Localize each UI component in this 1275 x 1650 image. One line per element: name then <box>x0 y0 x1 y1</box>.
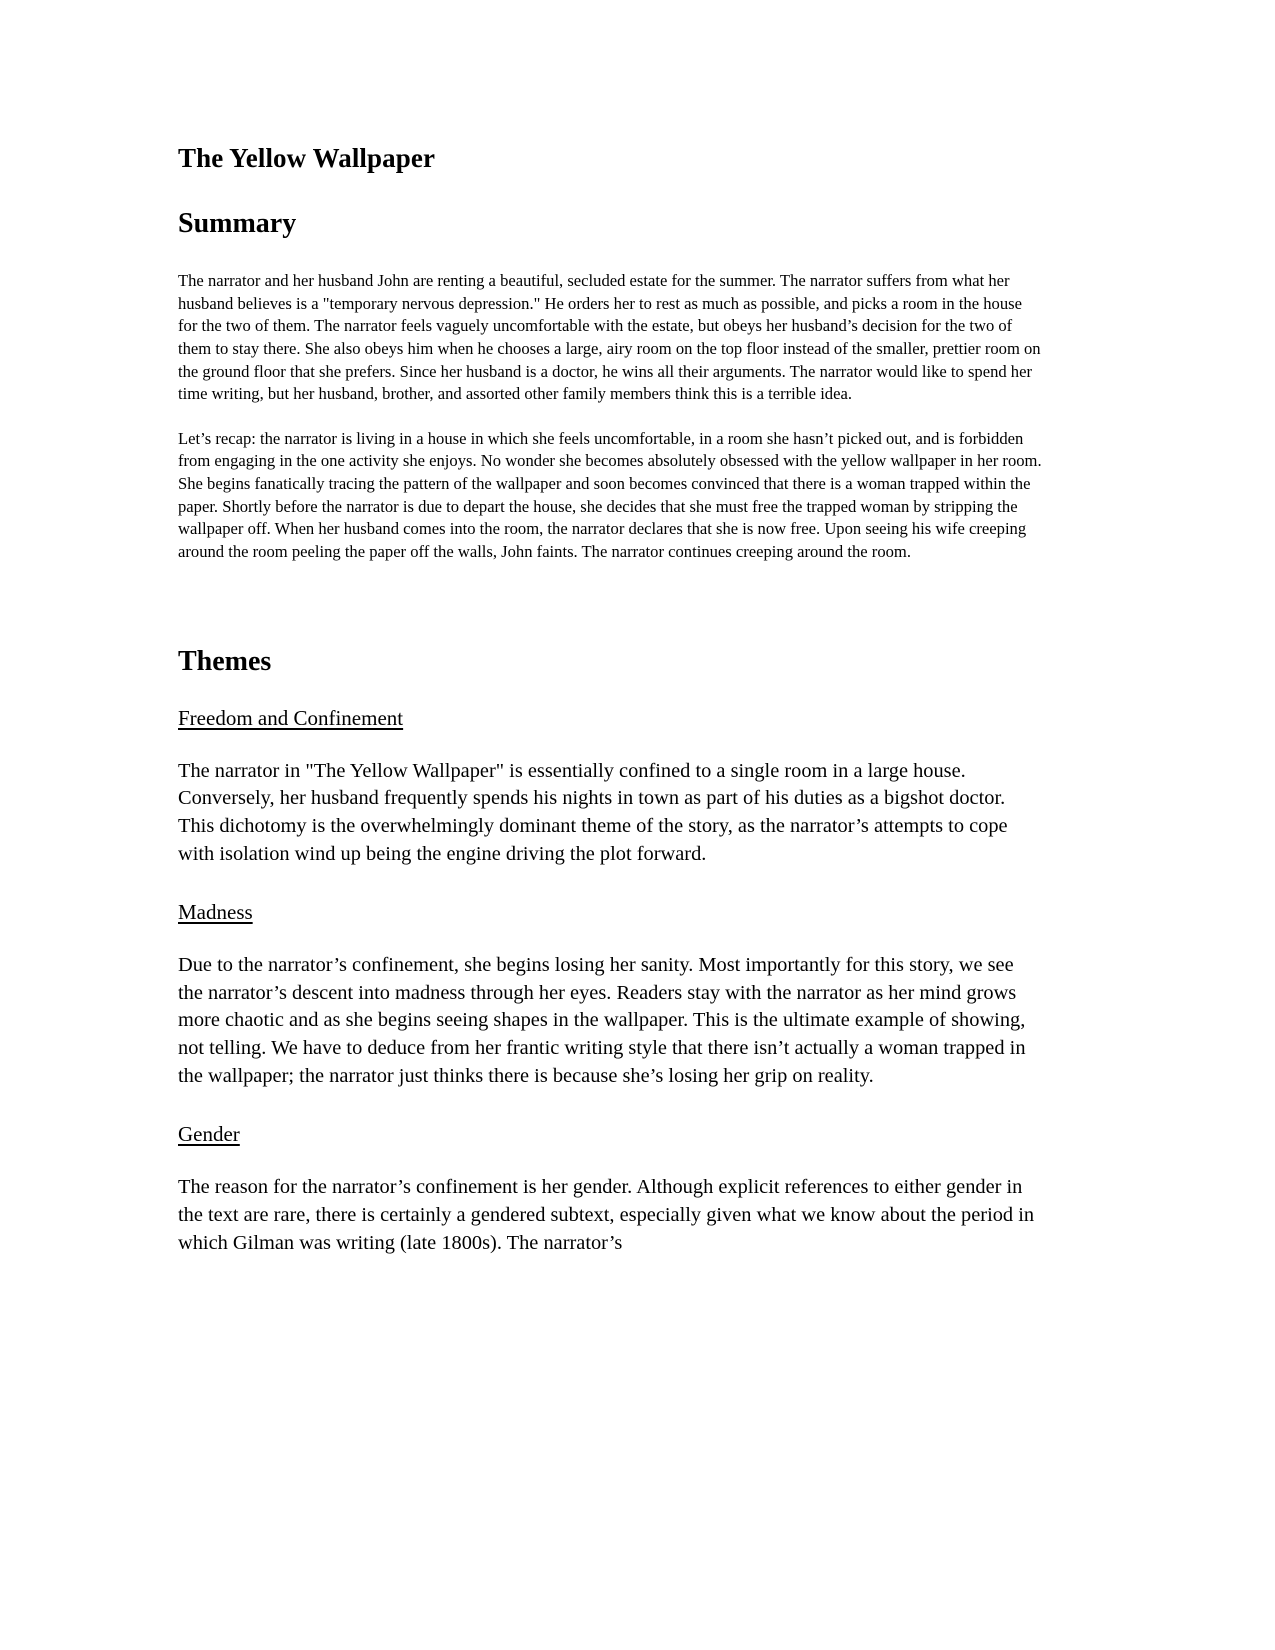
theme-subheading-freedom-and-confinement: Freedom and Confinement <box>178 705 404 730</box>
summary-paragraph-2: Let’s recap: the narrator is living in a house in which she feels uncomfortable, in a room she hasn’t picked out, and is forbidden from engaging in the one activity she enjoys. No wonder she becomes absolutely obsessed with the yellow wallpaper in her room. She begins fanatically tracing the pattern of the wallpaper and soon becomes convinced that there is a woman trapped within the paper. Shortly before the narrator is due to depart the house, she decides that she must free the trapped woman by stripping the wallpaper off. When her husband comes into the room, the narrator declares that she is now free. Upon seeing his wife creeping around the room peeling the paper off the walls, John faints. The narrator continues creeping around the room. <box>178 428 1042 561</box>
document-title: The Yellow Wallpaper <box>178 143 436 173</box>
document-content <box>178 0 1042 1257</box>
theme-paragraph-gender: The reason for the narrator’s confinement is her gender. Although explicit references to either gender in the text are rare, there is certainly a gendered subtext, especially given what we know about the period in which Gilman was writing (late 1800s). The narrator’s <box>178 1176 1035 1254</box>
summary-paragraph-1: The narrator and her husband John are renting a beautiful, secluded estate for the summer. The narrator suffers from what her husband believes is a "temporary nervous depression." He orders her to rest as much as possible, and picks a room in the house for the two of them. The narrator feels vaguely uncomfortable with the estate, but obeys her husband’s decision for the two of them to stay there. She also obeys him when he chooses a large, airy room on the top floor instead of the smaller, prettier room on the ground floor that she prefers. Since her husband is a doctor, he wins all their arguments. The narrator would like to spend her time writing, but her husband, brother, and assorted other family members think this is a terrible idea. <box>178 271 1041 404</box>
theme-paragraph-madness: Due to the narrator’s confinement, she begins losing her sanity. Most importantly for this story, we see the narrator’s descent into madness through her eyes. Readers stay with the narrator as her mind grows more chaotic and as she begins seeing shapes in the wallpaper. This is the ultimate example of showing, not telling. We have to deduce from her frantic writing style that there isn’t actually a woman trapped in the wallpaper; the narrator just thinks there is because she’s losing her grip on reality. <box>178 954 1026 1087</box>
theme-subheading-madness: Madness <box>178 900 253 925</box>
section-heading-summary: Summary <box>178 208 297 240</box>
theme-paragraph-freedom-and-confinement: The narrator in "The Yellow Wallpaper" is essentially confined to a single room in a large house. Conversely, her husband frequently spends his nights in town as part of his duties as a bigshot doctor. This dichotomy is the overwhelmingly dominant theme of the story, as the narrator’s attempts to cope with isolation wind up being the engine driving the plot forward. <box>178 759 1008 865</box>
section-heading-themes: Themes <box>178 646 272 678</box>
theme-subheading-gender: Gender <box>178 1122 240 1147</box>
